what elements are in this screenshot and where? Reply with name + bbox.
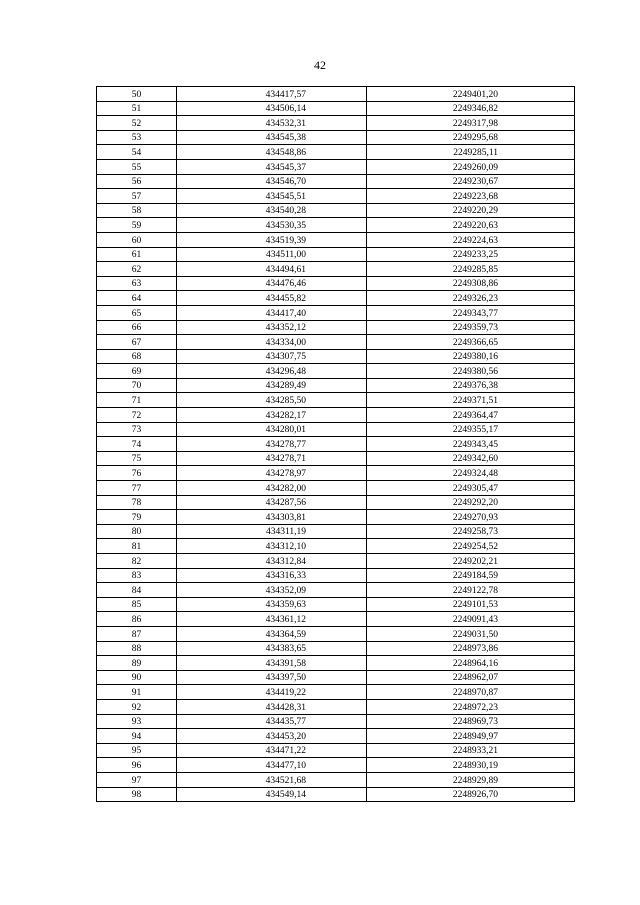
y-coordinate-cell: 2249233,25	[367, 247, 575, 262]
table-row	[97, 685, 575, 700]
x-coordinate-cell: 434334,00	[177, 335, 367, 350]
table-row	[97, 247, 575, 262]
table-row	[97, 466, 575, 481]
y-coordinate-cell: 2249342,60	[367, 451, 575, 466]
table-row	[97, 203, 575, 218]
table-row	[97, 116, 575, 131]
table-row	[97, 510, 575, 525]
table-row	[97, 772, 575, 787]
x-coordinate-cell: 434312,84	[177, 554, 367, 569]
y-coordinate-cell: 2249031,50	[367, 626, 575, 641]
y-coordinate-cell: 2249401,20	[367, 87, 575, 102]
point-number-cell: 70	[97, 378, 177, 393]
x-coordinate-cell: 434417,57	[177, 87, 367, 102]
x-coordinate-cell: 434435,77	[177, 714, 367, 729]
table-row	[97, 539, 575, 554]
coordinates-table-body	[97, 87, 575, 802]
x-coordinate-cell: 434307,75	[177, 349, 367, 364]
point-number-cell: 50	[97, 87, 177, 102]
table-row	[97, 87, 575, 102]
x-coordinate-cell: 434278,77	[177, 437, 367, 452]
table-row	[97, 787, 575, 802]
point-number-cell: 68	[97, 349, 177, 364]
point-number-cell: 65	[97, 305, 177, 320]
x-coordinate-cell: 434383,65	[177, 641, 367, 656]
y-coordinate-cell: 2249224,63	[367, 232, 575, 247]
table-row	[97, 364, 575, 379]
table-row	[97, 641, 575, 656]
x-coordinate-cell: 434282,17	[177, 408, 367, 423]
x-coordinate-cell: 434352,09	[177, 583, 367, 598]
point-number-cell: 91	[97, 685, 177, 700]
point-number-cell: 58	[97, 203, 177, 218]
y-coordinate-cell: 2248962,07	[367, 670, 575, 685]
table-row	[97, 597, 575, 612]
table-row	[97, 451, 575, 466]
y-coordinate-cell: 2249285,11	[367, 145, 575, 160]
point-number-cell: 75	[97, 451, 177, 466]
point-number-cell: 59	[97, 218, 177, 233]
point-number-cell: 64	[97, 291, 177, 306]
y-coordinate-cell: 2249220,63	[367, 218, 575, 233]
point-number-cell: 83	[97, 568, 177, 583]
y-coordinate-cell: 2248949,97	[367, 729, 575, 744]
x-coordinate-cell: 434311,19	[177, 524, 367, 539]
point-number-cell: 52	[97, 116, 177, 131]
y-coordinate-cell: 2249292,20	[367, 495, 575, 510]
x-coordinate-cell: 434455,82	[177, 291, 367, 306]
point-number-cell: 82	[97, 554, 177, 569]
x-coordinate-cell: 434364,59	[177, 626, 367, 641]
point-number-cell: 69	[97, 364, 177, 379]
x-coordinate-cell: 434417,40	[177, 305, 367, 320]
point-number-cell: 85	[97, 597, 177, 612]
x-coordinate-cell: 434287,56	[177, 495, 367, 510]
x-coordinate-cell: 434278,97	[177, 466, 367, 481]
point-number-cell: 55	[97, 159, 177, 174]
point-number-cell: 98	[97, 787, 177, 802]
x-coordinate-cell: 434540,28	[177, 203, 367, 218]
y-coordinate-cell: 2248972,23	[367, 699, 575, 714]
x-coordinate-cell: 434296,48	[177, 364, 367, 379]
point-number-cell: 57	[97, 189, 177, 204]
point-number-cell: 66	[97, 320, 177, 335]
x-coordinate-cell: 434352,12	[177, 320, 367, 335]
point-number-cell: 73	[97, 422, 177, 437]
y-coordinate-cell: 2249308,86	[367, 276, 575, 291]
x-coordinate-cell: 434397,50	[177, 670, 367, 685]
y-coordinate-cell: 2249380,16	[367, 349, 575, 364]
point-number-cell: 74	[97, 437, 177, 452]
table-row	[97, 758, 575, 773]
y-coordinate-cell: 2249346,82	[367, 101, 575, 116]
x-coordinate-cell: 434548,86	[177, 145, 367, 160]
table-row	[97, 276, 575, 291]
y-coordinate-cell: 2249091,43	[367, 612, 575, 627]
x-coordinate-cell: 434546,70	[177, 174, 367, 189]
table-row	[97, 422, 575, 437]
point-number-cell: 86	[97, 612, 177, 627]
x-coordinate-cell: 434494,61	[177, 262, 367, 277]
table-row	[97, 189, 575, 204]
table-row	[97, 335, 575, 350]
point-number-cell: 56	[97, 174, 177, 189]
table-row	[97, 145, 575, 160]
point-number-cell: 97	[97, 772, 177, 787]
coordinates-table	[96, 86, 575, 802]
table-row	[97, 626, 575, 641]
point-number-cell: 95	[97, 743, 177, 758]
point-number-cell: 88	[97, 641, 177, 656]
point-number-cell: 96	[97, 758, 177, 773]
table-row	[97, 495, 575, 510]
point-number-cell: 81	[97, 539, 177, 554]
table-row	[97, 408, 575, 423]
point-number-cell: 93	[97, 714, 177, 729]
point-number-cell: 92	[97, 699, 177, 714]
point-number-cell: 79	[97, 510, 177, 525]
y-coordinate-cell: 2248933,21	[367, 743, 575, 758]
y-coordinate-cell: 2249343,77	[367, 305, 575, 320]
y-coordinate-cell: 2249359,73	[367, 320, 575, 335]
x-coordinate-cell: 434391,58	[177, 656, 367, 671]
y-coordinate-cell: 2249295,68	[367, 130, 575, 145]
x-coordinate-cell: 434303,81	[177, 510, 367, 525]
table-row	[97, 729, 575, 744]
table-row	[97, 699, 575, 714]
y-coordinate-cell: 2249260,09	[367, 159, 575, 174]
y-coordinate-cell: 2249364,47	[367, 408, 575, 423]
point-number-cell: 77	[97, 481, 177, 496]
y-coordinate-cell: 2249184,59	[367, 568, 575, 583]
y-coordinate-cell: 2249371,51	[367, 393, 575, 408]
y-coordinate-cell: 2249270,93	[367, 510, 575, 525]
point-number-cell: 53	[97, 130, 177, 145]
y-coordinate-cell: 2249317,98	[367, 116, 575, 131]
y-coordinate-cell: 2249101,53	[367, 597, 575, 612]
point-number-cell: 51	[97, 101, 177, 116]
point-number-cell: 72	[97, 408, 177, 423]
table-row	[97, 612, 575, 627]
x-coordinate-cell: 434428,31	[177, 699, 367, 714]
table-row	[97, 174, 575, 189]
y-coordinate-cell: 2248926,70	[367, 787, 575, 802]
table-row	[97, 554, 575, 569]
y-coordinate-cell: 2248970,87	[367, 685, 575, 700]
point-number-cell: 54	[97, 145, 177, 160]
point-number-cell: 90	[97, 670, 177, 685]
point-number-cell: 76	[97, 466, 177, 481]
y-coordinate-cell: 2249355,17	[367, 422, 575, 437]
point-number-cell: 62	[97, 262, 177, 277]
x-coordinate-cell: 434282,00	[177, 481, 367, 496]
x-coordinate-cell: 434545,38	[177, 130, 367, 145]
point-number-cell: 78	[97, 495, 177, 510]
x-coordinate-cell: 434278,71	[177, 451, 367, 466]
y-coordinate-cell: 2249343,45	[367, 437, 575, 452]
point-number-cell: 67	[97, 335, 177, 350]
x-coordinate-cell: 434312,10	[177, 539, 367, 554]
x-coordinate-cell: 434511,00	[177, 247, 367, 262]
table-row	[97, 305, 575, 320]
x-coordinate-cell: 434419,22	[177, 685, 367, 700]
table-row	[97, 393, 575, 408]
x-coordinate-cell: 434549,14	[177, 787, 367, 802]
table-row	[97, 656, 575, 671]
x-coordinate-cell: 434289,49	[177, 378, 367, 393]
page-number: 42	[314, 58, 326, 72]
y-coordinate-cell: 2248930,19	[367, 758, 575, 773]
point-number-cell: 80	[97, 524, 177, 539]
point-number-cell: 63	[97, 276, 177, 291]
x-coordinate-cell: 434361,12	[177, 612, 367, 627]
x-coordinate-cell: 434530,35	[177, 218, 367, 233]
y-coordinate-cell: 2248969,73	[367, 714, 575, 729]
table-row	[97, 524, 575, 539]
y-coordinate-cell: 2249223,68	[367, 189, 575, 204]
y-coordinate-cell: 2249202,21	[367, 554, 575, 569]
table-row	[97, 568, 575, 583]
x-coordinate-cell: 434477,10	[177, 758, 367, 773]
y-coordinate-cell: 2249366,65	[367, 335, 575, 350]
point-number-cell: 71	[97, 393, 177, 408]
x-coordinate-cell: 434453,20	[177, 729, 367, 744]
y-coordinate-cell: 2248964,16	[367, 656, 575, 671]
table-row	[97, 232, 575, 247]
y-coordinate-cell: 2249122,78	[367, 583, 575, 598]
point-number-cell: 94	[97, 729, 177, 744]
table-row	[97, 130, 575, 145]
y-coordinate-cell: 2248973,86	[367, 641, 575, 656]
y-coordinate-cell: 2249230,67	[367, 174, 575, 189]
x-coordinate-cell: 434506,14	[177, 101, 367, 116]
table-row	[97, 583, 575, 598]
table-row	[97, 670, 575, 685]
y-coordinate-cell: 2249285,85	[367, 262, 575, 277]
table-row	[97, 378, 575, 393]
table-row	[97, 743, 575, 758]
table-row	[97, 714, 575, 729]
table-row	[97, 320, 575, 335]
x-coordinate-cell: 434359,63	[177, 597, 367, 612]
x-coordinate-cell: 434316,33	[177, 568, 367, 583]
table-row	[97, 437, 575, 452]
x-coordinate-cell: 434519,39	[177, 232, 367, 247]
x-coordinate-cell: 434476,46	[177, 276, 367, 291]
x-coordinate-cell: 434532,31	[177, 116, 367, 131]
point-number-cell: 61	[97, 247, 177, 262]
table-row	[97, 349, 575, 364]
point-number-cell: 87	[97, 626, 177, 641]
y-coordinate-cell: 2249220,29	[367, 203, 575, 218]
y-coordinate-cell: 2249305,47	[367, 481, 575, 496]
point-number-cell: 89	[97, 656, 177, 671]
x-coordinate-cell: 434471,22	[177, 743, 367, 758]
x-coordinate-cell: 434521,68	[177, 772, 367, 787]
y-coordinate-cell: 2249326,23	[367, 291, 575, 306]
table-row	[97, 291, 575, 306]
y-coordinate-cell: 2249324,48	[367, 466, 575, 481]
table-row	[97, 481, 575, 496]
point-number-cell: 84	[97, 583, 177, 598]
y-coordinate-cell: 2249376,38	[367, 378, 575, 393]
y-coordinate-cell: 2249254,52	[367, 539, 575, 554]
point-number-cell: 60	[97, 232, 177, 247]
y-coordinate-cell: 2248929,89	[367, 772, 575, 787]
x-coordinate-cell: 434285,50	[177, 393, 367, 408]
table-row	[97, 101, 575, 116]
x-coordinate-cell: 434280,01	[177, 422, 367, 437]
table-row	[97, 262, 575, 277]
table-row	[97, 159, 575, 174]
y-coordinate-cell: 2249258,73	[367, 524, 575, 539]
y-coordinate-cell: 2249380,56	[367, 364, 575, 379]
x-coordinate-cell: 434545,51	[177, 189, 367, 204]
x-coordinate-cell: 434545,37	[177, 159, 367, 174]
table-row	[97, 218, 575, 233]
